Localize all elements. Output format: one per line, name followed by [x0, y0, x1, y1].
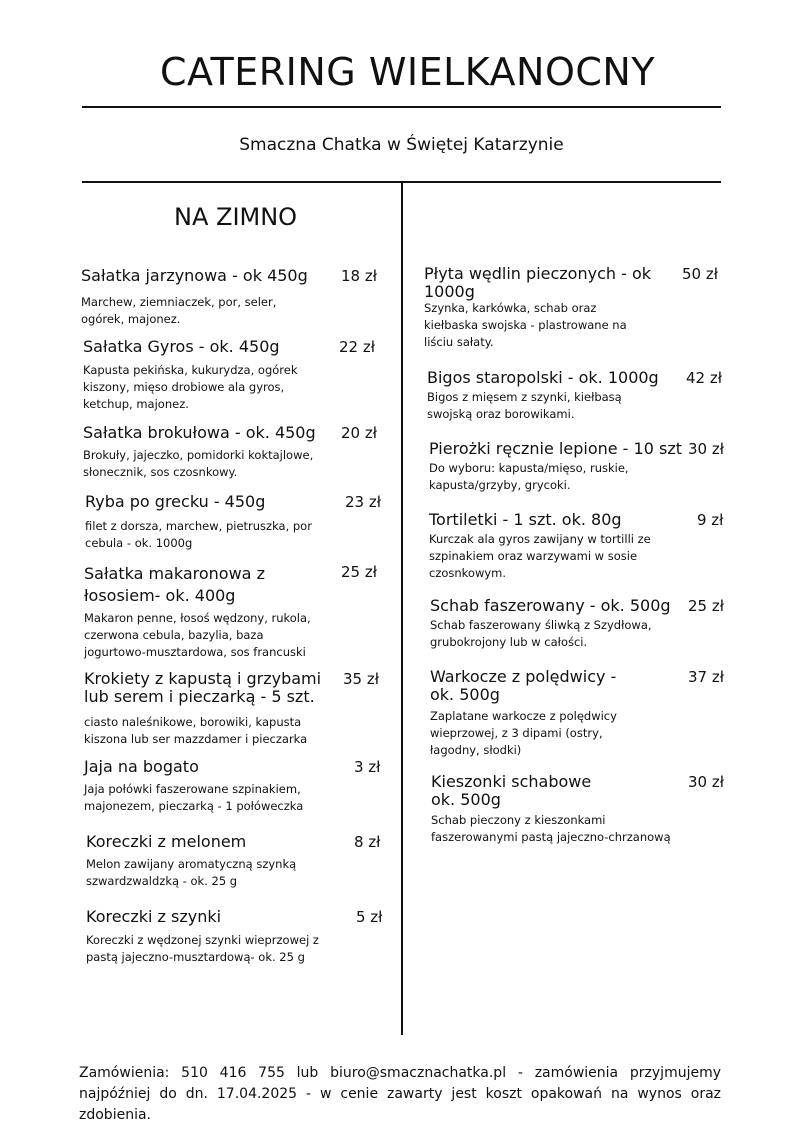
- menu-item-description: Marchew, ziemniaczek, por, seler, ogórek, majonez.: [81, 295, 277, 326]
- menu-item-price: 50 zł: [682, 265, 718, 283]
- section-title: NA ZIMNO: [174, 203, 298, 231]
- menu-item-description: Do wyboru: kapusta/mięso, ruskie, kapusta/grzyby, grycoki.: [429, 461, 629, 492]
- menu-item-price: 20 zł: [341, 424, 377, 442]
- menu-item-description: Brokuły, jajeczko, pomidorki koktajlowe, słonecznik, sos czosnkowy.: [83, 448, 314, 479]
- menu-item-name: Pierożki ręcznie lepione - 10 szt: [429, 439, 682, 458]
- menu-item-price: 3 zł: [354, 758, 381, 776]
- menu-item-price: 30 zł: [688, 773, 724, 791]
- menu-item-description: Melon zawijany aromatyczną szynką szwardzwaldzką - ok. 25 g: [86, 857, 297, 888]
- menu-item-description: Szynka, karkówka, schab oraz kiełbaska swojska - plastrowane na liściu sałaty.: [424, 301, 627, 349]
- title-divider: [82, 106, 721, 108]
- menu-item-name: Sałatka Gyros - ok. 450g: [83, 337, 280, 356]
- menu-item-price: 42 zł: [686, 369, 722, 387]
- menu-item-name: Koreczki z melonem: [86, 832, 247, 851]
- menu-item-name: Tortiletki - 1 szt. ok. 80g: [429, 510, 622, 529]
- menu-item-name: Koreczki z szynki: [86, 907, 222, 926]
- menu-item-price: 30 zł: [688, 440, 724, 458]
- menu-item-name: Ryba po grecku - 450g: [85, 492, 266, 511]
- order-info-footer: Zamówienia: 510 416 755 lub biuro@smacznachatka.pl - zamówienia przyjmujemy najpóźniej do dn. 17.04.2025 - w cenie zawarty jest koszt opakowań na wynos oraz zdobienia.: [79, 1065, 721, 1123]
- menu-item-price: 9 zł: [697, 511, 724, 529]
- menu-item-name: Sałatka brokułowa - ok. 450g: [83, 423, 316, 442]
- menu-item-price: 37 zł: [688, 668, 724, 686]
- menu-item-name: Krokiety z kapustą i grzybami lub serem i pieczarką - 5 szt.: [84, 669, 322, 706]
- menu-item-description: Schab pieczony z kieszonkami faszerowanymi pastą jajeczno-chrzanową: [431, 813, 671, 844]
- menu-item-name: Bigos staropolski - ok. 1000g: [427, 368, 659, 387]
- menu-item-price: 22 zł: [339, 338, 375, 356]
- menu-item-description: Bigos z mięsem z szynki, kiełbasą swojską oraz borowikami.: [427, 390, 622, 421]
- menu-item-description: filet z dorsza, marchew, pietruszka, por cebula - ok. 1000g: [85, 519, 312, 550]
- menu-item-description: Zaplatane warkocze z polędwicy wieprzowej, z 3 dipami (ostry, łagodny, słodki): [430, 709, 617, 757]
- menu-item-price: 35 zł: [343, 670, 379, 688]
- menu-item-name: Sałatka jarzynowa - ok 450g: [81, 266, 308, 285]
- menu-item-price: 18 zł: [341, 267, 377, 285]
- menu-item-name: Warkocze z polędwicy - ok. 500g: [430, 667, 617, 704]
- menu-item-name: Kieszonki schabowe ok. 500g: [431, 772, 592, 809]
- menu-item-description: Kurczak ala gyros zawijany w tortilli ze szpinakiem oraz warzywami w sosie czosnkowym.: [429, 532, 651, 580]
- menu-item-price: 23 zł: [345, 493, 381, 511]
- page-subtitle: Smaczna Chatka w Świętej Katarzynie: [239, 135, 564, 155]
- menu-item-price: 5 zł: [356, 908, 383, 926]
- menu-item-price: 25 zł: [341, 563, 377, 581]
- menu-item-description: Kapusta pekińska, kukurydza, ogórek kiszony, mięso drobiowe ala gyros, ketchup, majonez.: [83, 363, 298, 411]
- menu-item-name: Schab faszerowany - ok. 500g: [430, 596, 671, 615]
- menu-item-price: 25 zł: [688, 597, 724, 615]
- menu-item-description: Jaja połówki faszerowane szpinakiem, majonezem, pieczarką - 1 połóweczka: [84, 782, 304, 813]
- page-title: CATERING WIELKANOCNY: [159, 50, 656, 94]
- menu-item-price: 8 zł: [354, 833, 381, 851]
- menu-item-name: Jaja na bogato: [84, 757, 199, 776]
- menu-item-description: Koreczki z wędzonej szynki wieprzowej z pastą jajeczno-musztardową- ok. 25 g: [86, 933, 319, 964]
- menu-item-name: Sałatka makaronowa z łososiem- ok. 400g: [84, 564, 265, 605]
- menu-item-description: Makaron penne, łosoś wędzony, rukola, czerwona cebula, bazylia, baza jogurtowo-musztardowa, sos francuski: [84, 611, 311, 659]
- menu-item-name: Płyta wędlin pieczonych - ok 1000g: [424, 264, 652, 301]
- column-divider: [401, 183, 403, 1035]
- menu-item-description: ciasto naleśnikowe, borowiki, kapusta kiszona lub ser mazzdamer i pieczarka: [84, 715, 308, 746]
- menu-item-description: Schab faszerowany śliwką z Szydłowa, grubokrojony lub w całości.: [430, 618, 652, 649]
